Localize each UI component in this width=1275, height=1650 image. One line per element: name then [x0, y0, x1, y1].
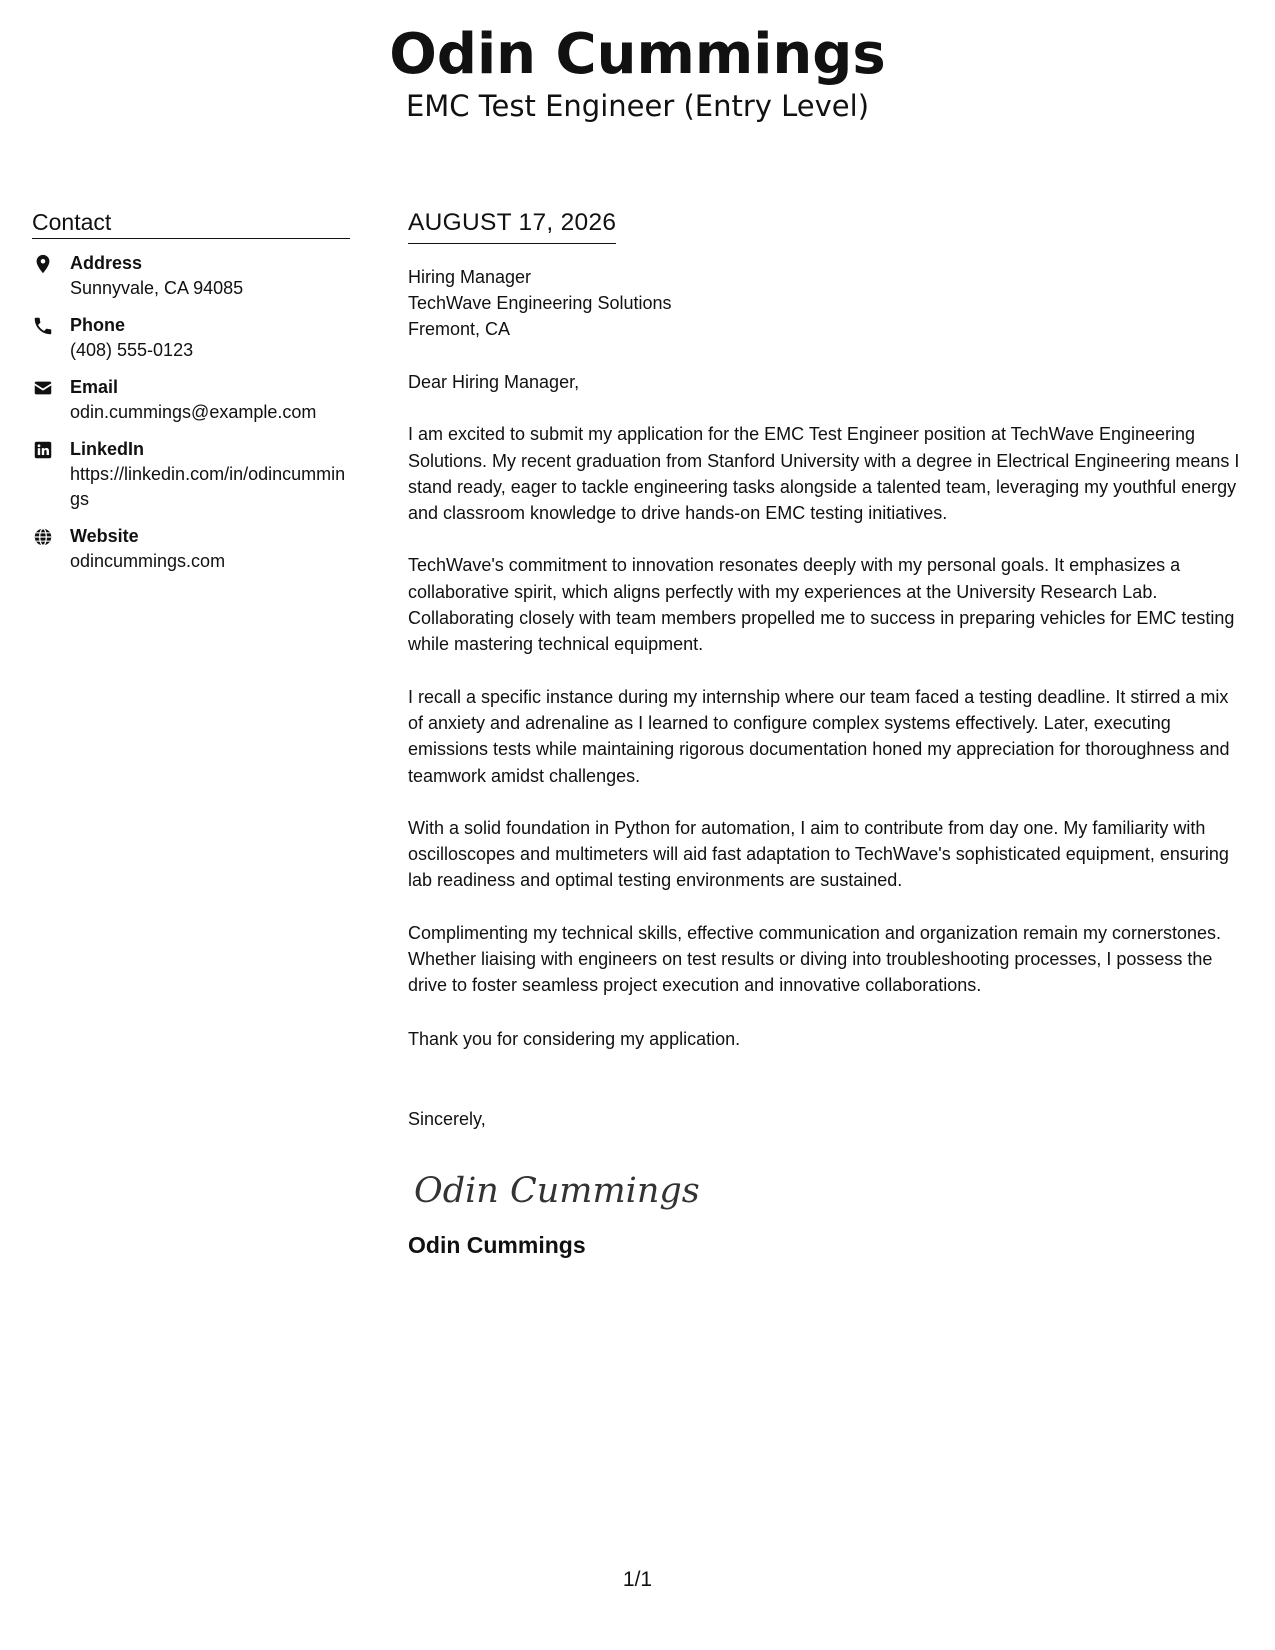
- envelope-icon: [32, 377, 54, 399]
- contact-label: Website: [70, 526, 139, 546]
- letter-date: AUGUST 17, 2026: [408, 208, 616, 244]
- letter-paragraph: I am excited to submit my application for the EMC Test Engineer position at TechWave Engineering Solutions. My recent graduation from Stanford University with a degree in Electrical Engineering means I stand ready, eager to tackle engineering tasks alongside a talented team, leveraging my youthful energy and classroom knowledge to drive hands-on EMC testing initiatives.: [408, 424, 1240, 524]
- salutation: Dear Hiring Manager,: [408, 372, 580, 392]
- contact-label: Email: [70, 377, 119, 397]
- contact-heading: Contact: [32, 208, 350, 239]
- contact-item-phone: [32, 313, 350, 363]
- phone-value: (408) 555-0123: [70, 340, 194, 360]
- linkedin-icon: [32, 439, 54, 461]
- globe-icon: [32, 526, 54, 548]
- contact-label: LinkedIn: [70, 439, 145, 459]
- contact-label: Address: [70, 253, 143, 273]
- map-pin-icon: [32, 253, 54, 275]
- email-link[interactable]: odin.cummings@example.com: [70, 402, 317, 422]
- recipient-location: Fremont, CA: [408, 319, 511, 339]
- letter-body: [408, 208, 1244, 1260]
- contact-item-email: [32, 375, 350, 425]
- letter-paragraph: I recall a specific instance during my internship where our team faced a testing deadline. It stirred a mix of anxiety and adrenaline as I learned to configure complex systems effectively. Later, executing emissions tests while maintaining rigorous documentation honed my appreciation for thoroughness and teamwork amidst challenges.: [408, 686, 1230, 786]
- closing-text: Thank you for considering my application.: [408, 1028, 741, 1049]
- job-title: EMC Test Engineer (Entry Level): [405, 89, 870, 123]
- letter-header: [0, 20, 1275, 126]
- recipient-name: Hiring Manager: [408, 267, 532, 287]
- signer-name: Odin Cummings: [408, 1232, 586, 1259]
- phone-icon: [32, 315, 54, 337]
- website-link[interactable]: odincummings.com: [70, 551, 226, 571]
- recipient-company: TechWave Engineering Solutions: [408, 293, 672, 313]
- contact-item-address: [32, 251, 350, 301]
- page-number: 1/1: [622, 1568, 653, 1591]
- contact-sidebar: [32, 208, 350, 586]
- applicant-name: Odin Cummings: [389, 22, 886, 87]
- recipient-block: [408, 264, 1244, 342]
- letter-paragraph: With a solid foundation in Python for automation, I aim to contribute from day one. My familiarity with oscilloscopes and multimeters will aid fast adaptation to TechWave's sophisticated equipment, ensuring lab readiness and optimal testing environments are sustained.: [408, 817, 1229, 891]
- handwritten-signature: [408, 1158, 1244, 1222]
- contact-item-linkedin: [32, 437, 350, 512]
- linkedin-link[interactable]: https://linkedin.com/in/odincummings: [70, 464, 346, 509]
- signoff: Sincerely,: [408, 1108, 486, 1129]
- letter-paragraph: Complimenting my technical skills, effective communication and organization remain my cornerstones. Whether liaising with engineers on test results or diving into troubleshooting processes, I possess the drive to foster seamless project execution and innovative collaborations.: [408, 922, 1222, 996]
- contact-item-website: [32, 524, 350, 574]
- contact-label: Phone: [70, 315, 126, 335]
- contact-list: [32, 251, 350, 574]
- letter-paragraph: TechWave's commitment to innovation resonates deeply with my personal goals. It emphasizes a collaborative spirit, which aligns perfectly with my experiences at the University Research Lab. Collaborating closely with team members propelled me to success in preparing vehicles for EMC testing while mastering technical equipment.: [408, 555, 1235, 655]
- signature-text: Odin Cummings: [414, 1171, 700, 1212]
- address-value: Sunnyvale, CA 94085: [70, 278, 244, 298]
